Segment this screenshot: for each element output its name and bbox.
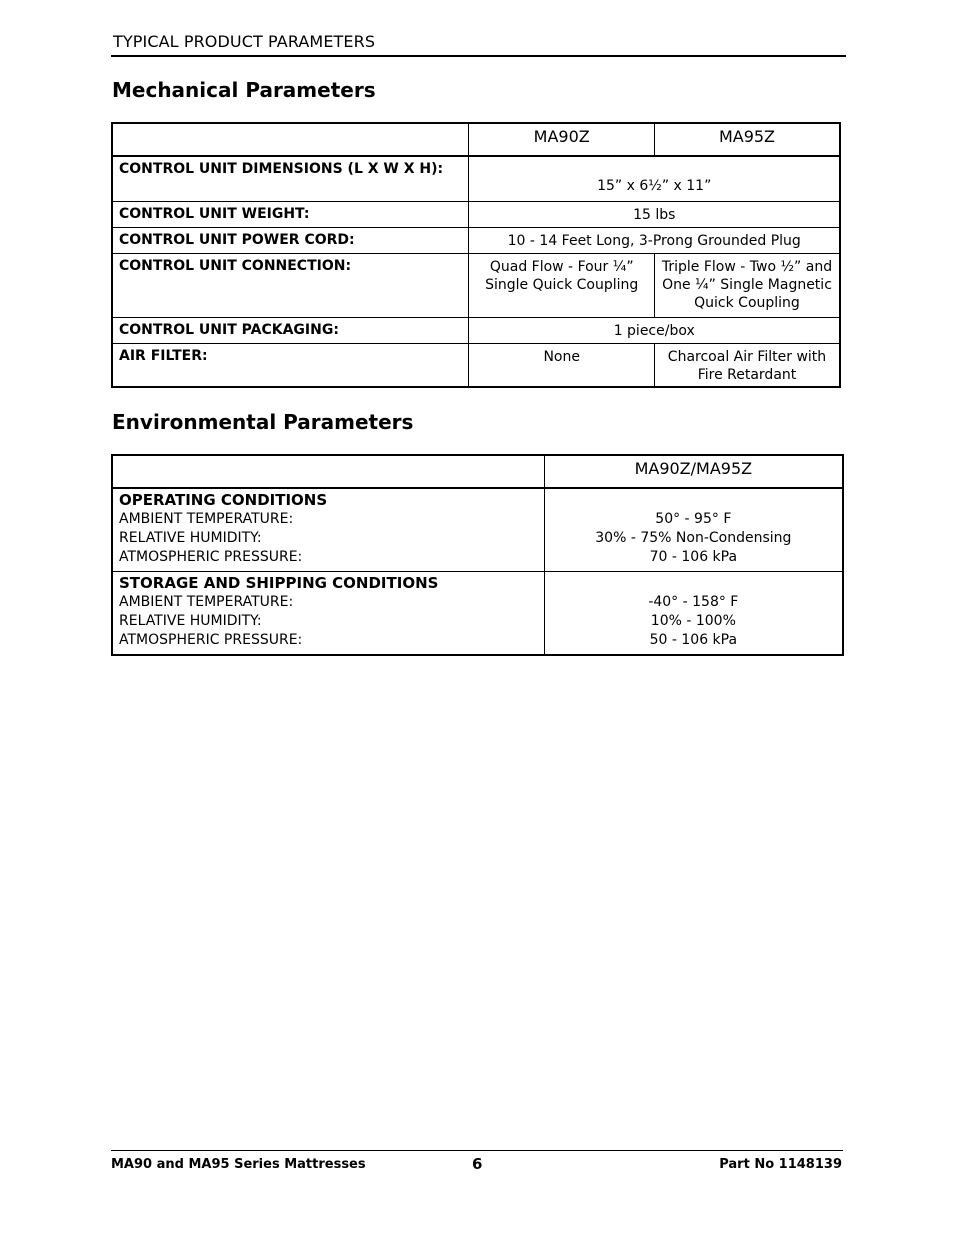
condition-value: 50 - 106 kPa (649, 632, 738, 648)
mechanical-parameters-table (111, 122, 841, 388)
header-cell-blank (112, 455, 544, 488)
condition-label: ATMOSPHERIC PRESSURE: (119, 632, 303, 648)
header-cell-ma95z: MA95Z (654, 123, 840, 156)
row-value-ma90z: None (469, 343, 655, 387)
row-value: 15” x 6½” x 11” (469, 156, 840, 201)
page-header: TYPICAL PRODUCT PARAMETERS (113, 32, 376, 51)
row-value-ma95z: Triple Flow - Two ½” and One ¼” Single Magnetic Quick Coupling (654, 253, 840, 317)
row-label: CONTROL UNIT CONNECTION: (112, 253, 469, 317)
table-row (112, 317, 840, 343)
header-cell-ma90z-ma95z: MA90Z/MA95Z (544, 455, 843, 488)
condition-label: AMBIENT TEMPERATURE: (119, 594, 294, 610)
row-value: 15 lbs (469, 201, 840, 227)
table-row (112, 201, 840, 227)
table-row (112, 488, 843, 572)
condition-value: 50° - 95° F (655, 511, 732, 527)
table-row (112, 343, 840, 387)
page-number: 6 (472, 1155, 483, 1173)
condition-group-labels (112, 488, 544, 572)
condition-value: 10% - 100% (650, 613, 736, 629)
table-row (112, 227, 840, 253)
footer-document-title: MA90 and MA95 Series Mattresses (111, 1157, 366, 1172)
condition-label: ATMOSPHERIC PRESSURE: (119, 549, 303, 565)
row-value: 10 - 14 Feet Long, 3-Prong Grounded Plug (469, 227, 840, 253)
row-label: CONTROL UNIT DIMENSIONS (L X W X H): (112, 156, 469, 201)
condition-group-values (544, 572, 843, 656)
row-label: CONTROL UNIT PACKAGING: (112, 317, 469, 343)
table-header-row (112, 455, 843, 488)
condition-value: -40° - 158° F (648, 594, 739, 610)
condition-label: AMBIENT TEMPERATURE: (119, 511, 294, 527)
table-row (112, 572, 843, 656)
condition-label: RELATIVE HUMIDITY: (119, 613, 262, 629)
condition-group-title: STORAGE AND SHIPPING CONDITIONS (119, 574, 439, 592)
header-cell-blank (112, 123, 469, 156)
environmental-parameters-title: Environmental Parameters (112, 410, 414, 434)
environmental-parameters-table (111, 454, 844, 656)
condition-group-title: OPERATING CONDITIONS (119, 491, 328, 509)
row-label: AIR FILTER: (112, 343, 469, 387)
row-label: CONTROL UNIT POWER CORD: (112, 227, 469, 253)
condition-label: RELATIVE HUMIDITY: (119, 530, 262, 546)
table-header-row (112, 123, 840, 156)
table-row (112, 253, 840, 317)
row-value: 1 piece/box (469, 317, 840, 343)
header-rule (111, 55, 846, 57)
footer-rule (111, 1150, 843, 1151)
condition-value: 30% - 75% Non-Condensing (595, 530, 792, 546)
condition-group-values (544, 488, 843, 572)
row-value-ma95z: Charcoal Air Filter with Fire Retardant (654, 343, 840, 387)
table-row (112, 156, 840, 201)
condition-value: 70 - 106 kPa (649, 549, 738, 565)
mechanical-parameters-title: Mechanical Parameters (112, 78, 376, 102)
footer-part-number: Part No 1148139 (719, 1157, 842, 1172)
header-cell-ma90z: MA90Z (469, 123, 655, 156)
condition-group-labels (112, 572, 544, 656)
row-label: CONTROL UNIT WEIGHT: (112, 201, 469, 227)
row-value-ma90z: Quad Flow - Four ¼” Single Quick Coupling (469, 253, 655, 317)
